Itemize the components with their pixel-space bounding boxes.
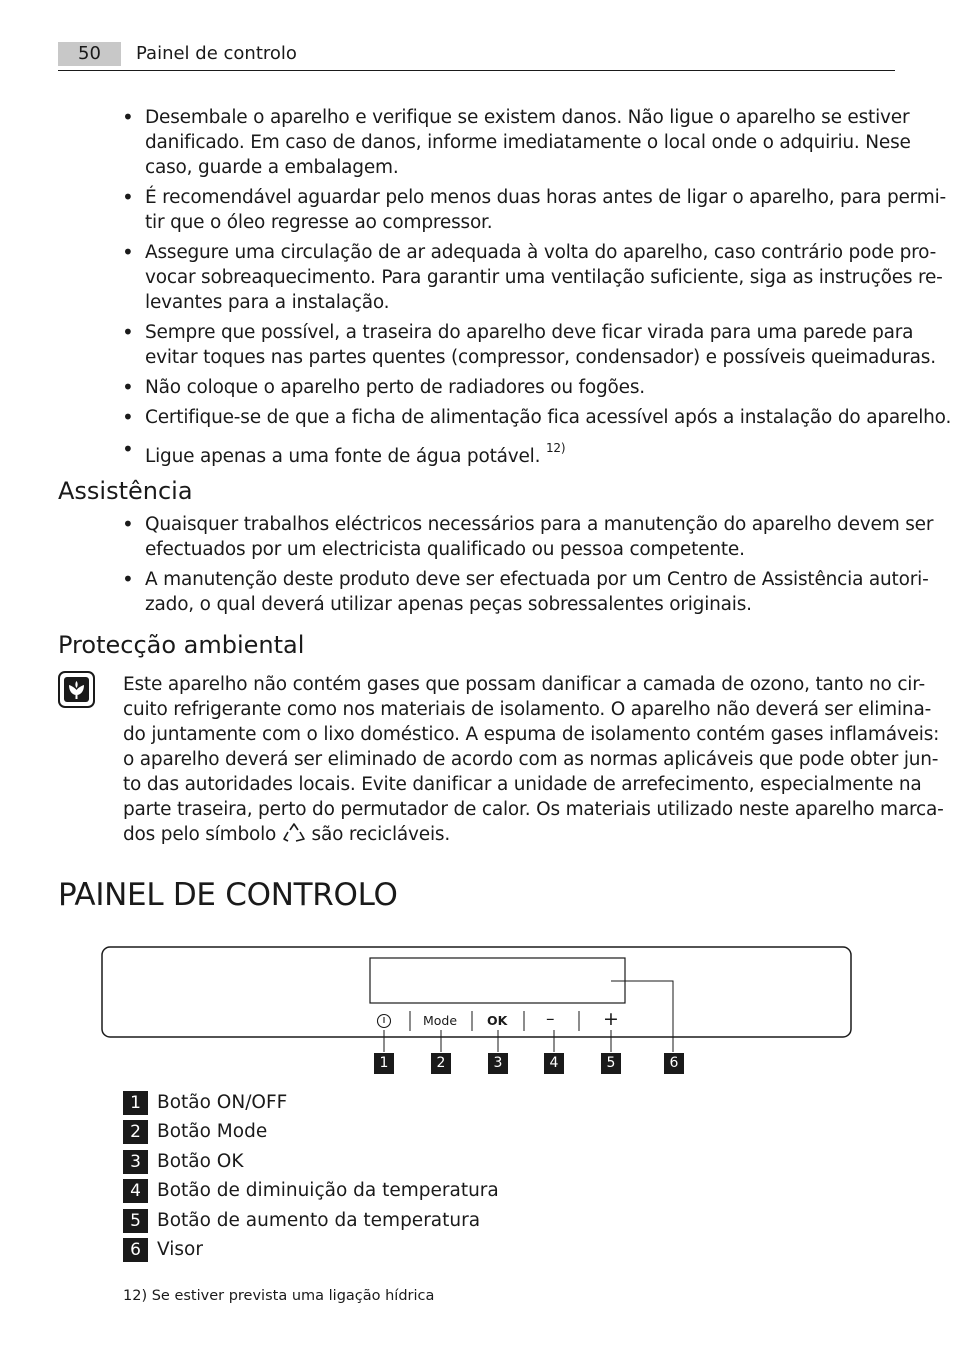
bullet-icon: • [122, 512, 134, 536]
legend-number: 6 [123, 1238, 148, 1262]
text-line-content: Ligue apenas a uma fonte de água potável. [145, 446, 541, 468]
legend-label: Botão de diminuição da temperatura [157, 1180, 499, 1201]
control-panel-diagram [101, 946, 852, 1038]
legend-label: Botão Mode [157, 1121, 268, 1142]
bullet-icon: • [122, 437, 134, 461]
legend-number: 1 [123, 1091, 148, 1115]
text-line: Quaisquer trabalhos eléctricos necessários para a manutenção do aparelho devem ser [145, 514, 934, 535]
recycle-icon [282, 822, 306, 844]
bullet-icon: • [122, 240, 134, 264]
legend-number: 3 [123, 1150, 148, 1174]
bullet-icon: • [122, 320, 134, 344]
proteccao-paragraph [123, 672, 944, 847]
text-line: Este aparelho não contém gases que possam danificar a camada de ozono, tanto no cir- [123, 674, 925, 695]
callout-2: 2 [431, 1053, 451, 1074]
list-item [58, 405, 952, 430]
bullet-icon: • [122, 375, 134, 399]
plus-button[interactable]: + [603, 1008, 619, 1030]
text-line: É recomendável aguardar pelo menos duas horas antes de ligar o aparelho, para permi- [145, 187, 947, 208]
assistencia-bullet-list [58, 512, 934, 617]
callout-3: 3 [488, 1053, 508, 1074]
minus-button[interactable]: – [546, 1009, 555, 1029]
text-line: cuito refrigerante como nos materiais de isolamento. O aparelho não deverá ser elimina- [123, 699, 932, 720]
list-item [58, 185, 947, 235]
text-line: evitar toques nas partes quentes (compressor, condensador) e possíveis queimaduras. [145, 347, 936, 368]
text-line: A manutenção deste produto deve ser efectuada por um Centro de Assistência autori- [145, 569, 929, 590]
list-item [58, 105, 911, 180]
bullet-icon: • [122, 105, 134, 129]
mode-button[interactable]: Mode [423, 1013, 458, 1028]
text-line: Desembale o aparelho e verifique se existem danos. Não ligue o aparelho se estiver [145, 107, 910, 128]
legend-label: Visor [157, 1239, 203, 1260]
text-line: levantes para a instalação. [145, 292, 390, 313]
list-item [58, 375, 908, 400]
header-rule [58, 70, 895, 71]
text-line: vocar sobreaquecimento. Para garantir uma ventilação suficiente, siga as instruções re- [145, 267, 943, 288]
page-number: 50 [58, 42, 121, 66]
text-line: Sempre que possível, a traseira do aparelho deve ficar virada para uma parede para [145, 322, 914, 343]
text-line: efectuados por um electricista qualificado ou pessoa competente. [145, 539, 745, 560]
callout-4: 4 [544, 1053, 564, 1074]
legend-number: 5 [123, 1209, 148, 1233]
legend-number: 4 [123, 1179, 148, 1203]
bullet-icon: • [122, 405, 134, 429]
list-item [58, 437, 908, 469]
list-item [58, 567, 929, 617]
list-item [58, 320, 936, 370]
environment-icon [58, 671, 95, 708]
text-line-content: são recicláveis. [311, 824, 451, 845]
page-title: PAINEL DE CONTROLO [58, 877, 398, 913]
running-header: Painel de controlo [136, 43, 297, 64]
text-line-content: dos pelo símbolo [123, 824, 277, 845]
callout-5: 5 [601, 1053, 621, 1074]
power-icon [376, 1013, 392, 1029]
text-line: to das autoridades locais. Evite danificar a unidade de arrefecimento, especialmente na [123, 774, 922, 795]
list-item [58, 512, 934, 562]
text-line: Assegure uma circulação de ar adequada à volta do aparelho, caso contrário pode pro- [145, 242, 937, 263]
text-line: o aparelho deverá ser eliminado de acordo com as normas aplicáveis que pode obter jun- [123, 749, 939, 770]
legend-label: Botão ON/OFF [157, 1092, 288, 1113]
legend-label: Botão de aumento da temperatura [157, 1210, 481, 1231]
assistencia-heading: Assistência [58, 477, 193, 505]
power-button[interactable] [376, 1013, 392, 1029]
text-line [145, 437, 908, 469]
footnote-ref: 12) [546, 441, 566, 455]
ok-button[interactable]: OK [487, 1013, 508, 1028]
proteccao-heading: Protecção ambiental [58, 631, 305, 659]
bullet-icon: • [122, 567, 134, 591]
text-line: Não coloque o aparelho perto de radiadores ou fogões. [145, 377, 645, 398]
text-line: do juntamente com o lixo doméstico. A espuma de isolamento contém gases inflamáveis: [123, 724, 940, 745]
text-line: tir que o óleo regresse ao compressor. [145, 212, 493, 233]
install-bullet-list [58, 105, 952, 469]
text-line: parte traseira, perto do permutador de calor. Os materiais utilizado neste aparelho marca- [123, 799, 944, 820]
text-line: danificado. Em caso de danos, informe imediatamente o local onde o adquiriu. Nese [145, 132, 911, 153]
list-item [58, 240, 943, 315]
text-line: caso, guarde a embalagem. [145, 157, 399, 178]
text-line [123, 822, 913, 847]
footnote: 12) Se estiver prevista uma ligação hídrica [123, 1288, 435, 1304]
bullet-icon: • [122, 185, 134, 209]
legend-number: 2 [123, 1120, 148, 1144]
legend-label: Botão OK [157, 1151, 244, 1172]
callout-1: 1 [374, 1053, 394, 1074]
text-line: zado, o qual deverá utilizar apenas peças sobressalentes originais. [145, 594, 752, 615]
text-line: Certifique-se de que a ficha de alimentação fica acessível após a instalação do aparelho. [145, 407, 952, 428]
callout-6: 6 [664, 1053, 684, 1074]
